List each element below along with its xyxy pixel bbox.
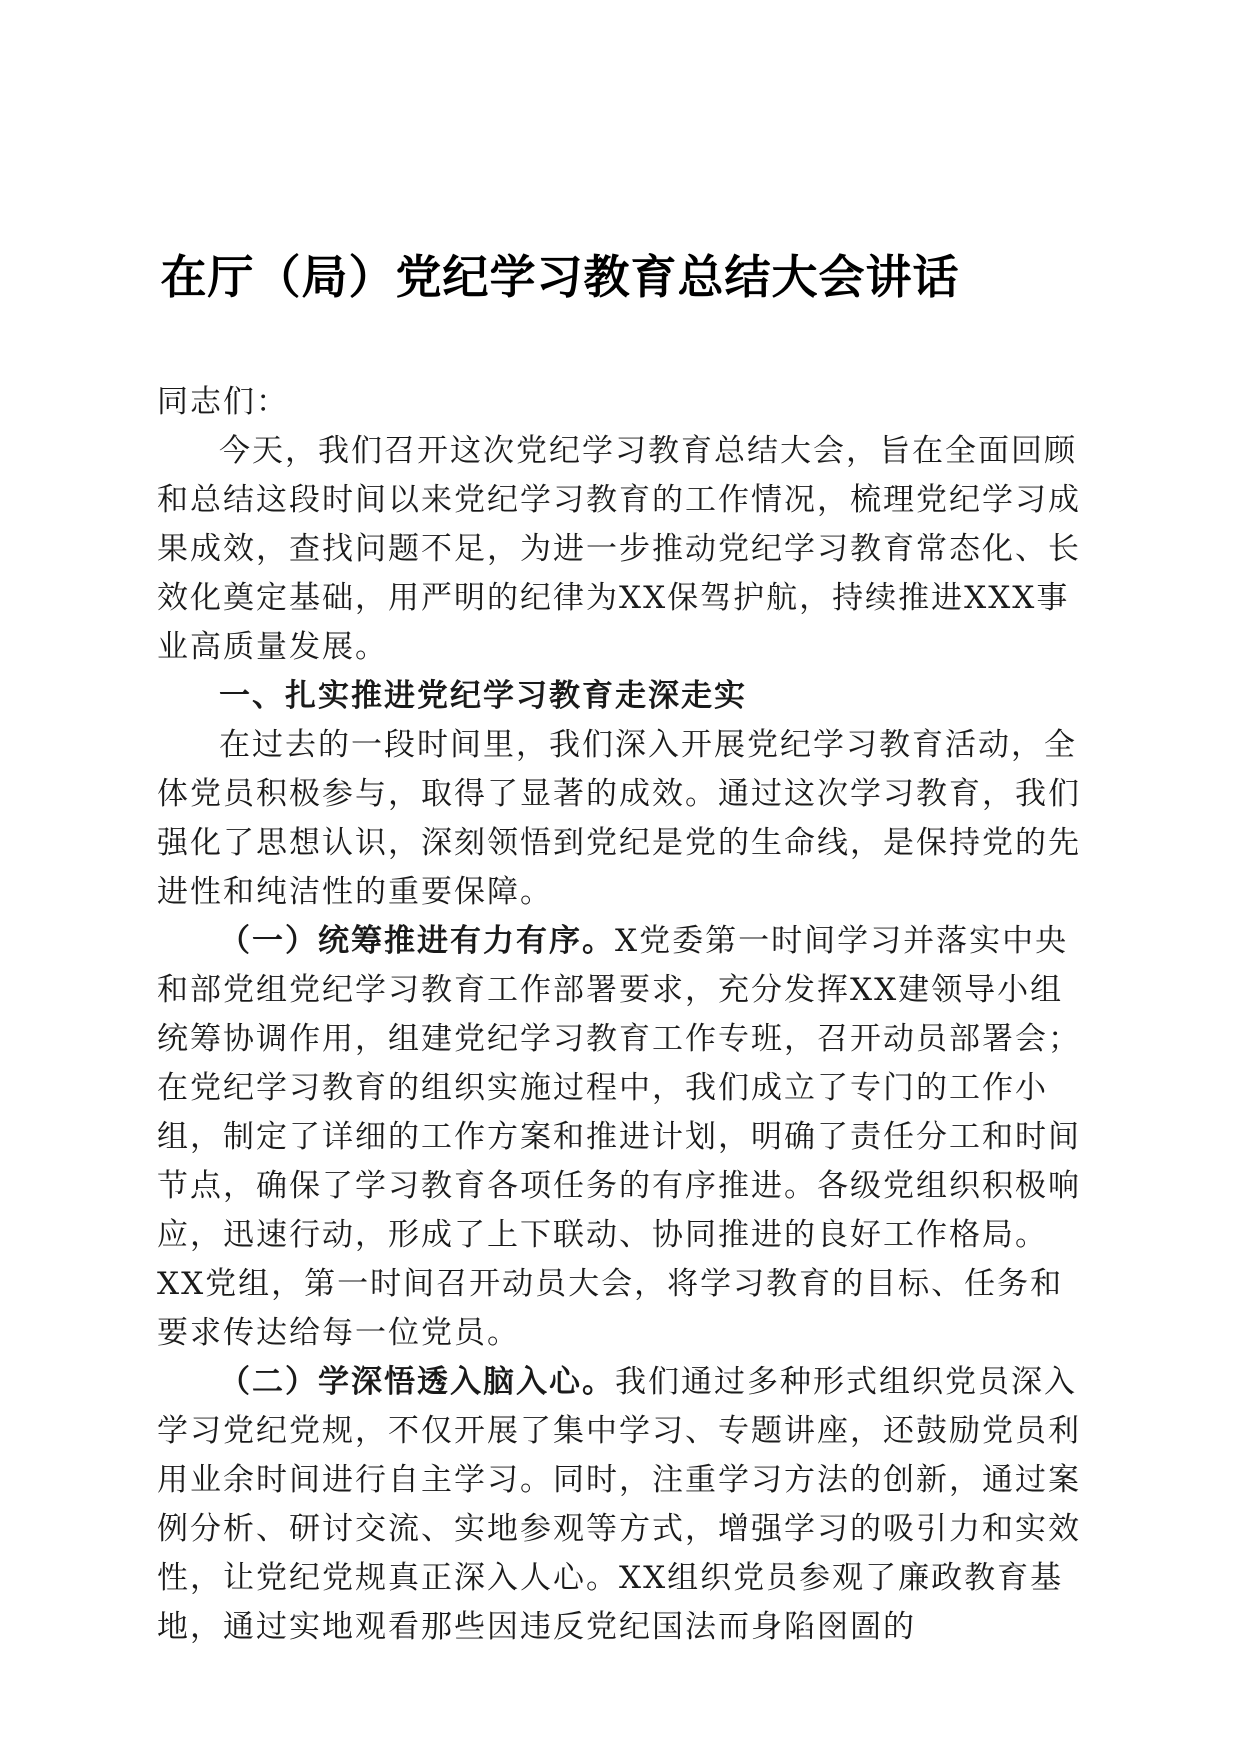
salutation: 同志们： (157, 384, 289, 420)
section-heading-1: 一、扎实推进党纪学习教育走深走实 (219, 678, 747, 714)
intro-paragraph: 今天，我们召开这次党纪学习教育总结大会，旨在全面回顾和总结这段时间以来党纪学习教育的工作情况，梳理党纪学习成果成效，查找问题不足，为进一步推动党纪学习教育常态化、长效化奠定基础，用严明的纪律为XX保驾护航，持续推进XXX事业高质量发展。 (157, 433, 1081, 665)
document-title: 在厅（局）党纪学习教育总结大会讲话 (160, 250, 960, 304)
section-1-paragraph: 在过去的一段时间里，我们深入开展党纪学习教育活动，全体党员积极参与，取得了显著的成效。通过这次学习教育，我们强化了思想认识，深刻领悟到党纪是党的生命线，是保持党的先进性和纯洁性的重要保障。 (157, 727, 1081, 910)
item-1-title: （一）统筹推进有力有序。 (219, 923, 615, 959)
item-1-body: X党委第一时间学习并落实中央和部党组党纪学习教育工作部署要求，充分发挥XX建领导小组统筹协调作用，组建党纪学习教育工作专班，召开动员部署会；在党纪学习教育的组织实施过程中，我们成立了专门的工作小组，制定了详细的工作方案和推进计划，明确了责任分工和时间节点，确保了学习教育各项任务的有序推进。各级党组织积极响应，迅速行动，形成了上下联动、协同推进的良好工作格局。XX党组，第一时间召开动员大会，将学习教育的目标、任务和要求传达给每一位党员。 (157, 923, 1081, 1351)
document-body (157, 378, 1087, 1652)
item-2-body: 我们通过多种形式组织党员深入学习党纪党规，不仅开展了集中学习、专题讲座，还鼓励党员利用业余时间进行自主学习。同时，注重学习方法的创新，通过案例分析、研讨交流、实地参观等方式，增强学习的吸引力和实效性，让党纪党规真正深入人心。XX组织党员参观了廉政教育基地，通过实地观看那些因违反党纪国法而身陷囹圄的 (157, 1364, 1081, 1645)
item-1-paragraph (157, 917, 1087, 1358)
item-2-paragraph (157, 1358, 1087, 1652)
item-2-title: （二）学深悟透入脑入心。 (219, 1364, 615, 1400)
